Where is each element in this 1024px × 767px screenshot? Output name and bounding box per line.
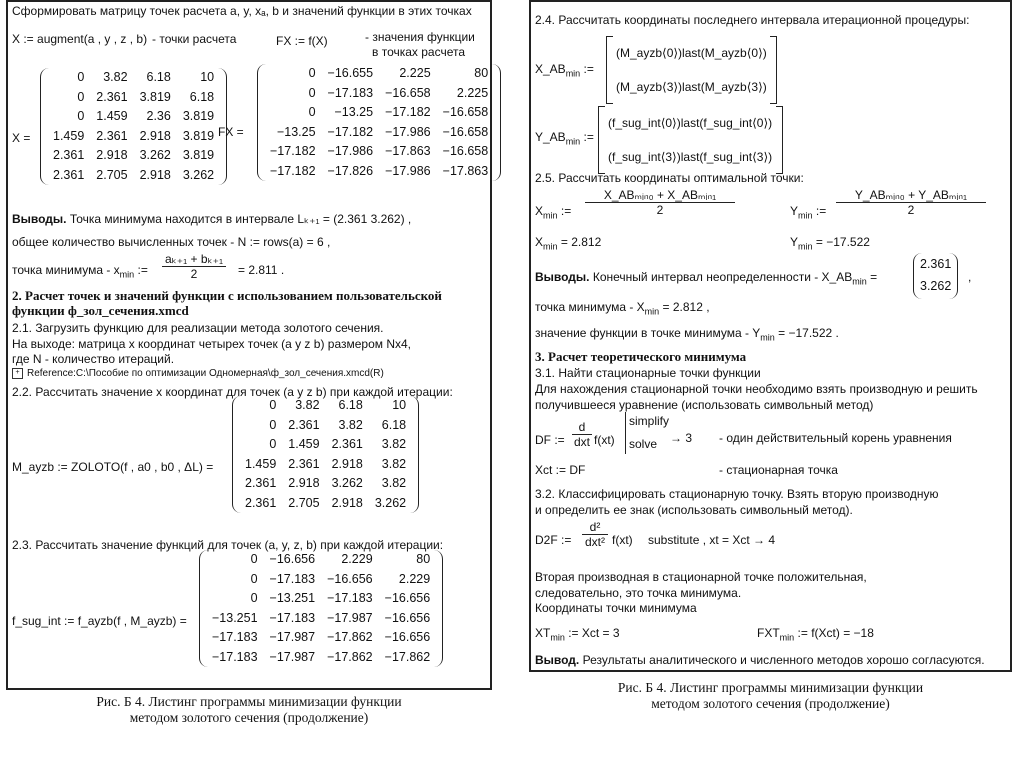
df-note: - один действительный корень уравнения <box>719 431 952 445</box>
final-conclusion-text: Результаты аналитического и численного методов хорошо согласуются. <box>582 653 985 667</box>
fxtmin-line <box>757 626 874 644</box>
d2f-rest: substitute , xt = Xct → 4 <box>648 533 776 547</box>
xab-label <box>535 62 594 80</box>
m-ayzb-matrix-cell: 3.82 <box>295 398 320 412</box>
f-sug-int-matrix-cell: 80 <box>416 552 431 566</box>
d2f-dxt: dxt² <box>584 535 605 549</box>
right-conclusion-1-text: Конечный интервал неопределенности - X_AB <box>592 270 853 284</box>
fx-matrix-cell: −17.182 <box>270 144 316 158</box>
right-ymin-value: = −17.522 . <box>778 326 839 340</box>
m-ayzb-matrix-cell: 1.459 <box>245 456 277 471</box>
yab-name: Y_AB <box>535 130 566 144</box>
xmin-result-sub: min <box>543 241 558 252</box>
fx-matrix-row <box>264 84 494 104</box>
ymin-result-name: Y <box>790 235 799 249</box>
f-sug-int-matrix-row <box>206 648 436 668</box>
xtmin-value: := Xct = 3 <box>568 626 620 640</box>
fx-matrix-cell: −16.658 <box>442 124 489 139</box>
section-3-1-text-1: Для нахождения стационарной точки необходимо взять производную и решить <box>535 382 978 396</box>
f-sug-int-matrix-table <box>206 550 436 667</box>
m-ayzb-matrix-cell: 3.82 <box>381 456 407 471</box>
expand-icon[interactable]: + <box>12 368 23 379</box>
yab-row-1: (f_sug_int⟨0⟩)last(f_sug_int⟨0⟩) <box>608 116 773 130</box>
x-matrix-cell: 2.361 <box>96 89 128 104</box>
x-matrix-cell: 2.361 <box>53 148 85 162</box>
xmin-formula-num: X_ABₘᵢₙ₀ + X_ABₘᵢₙ₁ <box>585 188 735 203</box>
m-ayzb-matrix-cell: 2.705 <box>288 495 320 510</box>
m-ayzb-matrix-cell: 3.262 <box>331 476 363 490</box>
f-sug-int-matrix-cell: −17.987 <box>327 610 373 625</box>
xab-name: X_AB <box>535 62 566 76</box>
f-sug-int-matrix-cell: −16.656 <box>269 552 316 566</box>
x-matrix-cell: 2.918 <box>139 167 171 182</box>
ymin-formula-num: Y_ABₘᵢₙ₀ + Y_ABₘᵢₙ₁ <box>836 188 986 203</box>
final-conclusion <box>535 653 985 667</box>
x-matrix-row <box>47 68 220 88</box>
f-sug-int-matrix-cell: −17.862 <box>327 630 373 644</box>
x-matrix-row <box>47 146 220 166</box>
fx-matrix-cell: −17.986 <box>385 124 431 139</box>
x-matrix-cell: 6.18 <box>189 89 215 104</box>
d2f-d: d² <box>582 520 608 535</box>
section-3-1-text-2: получившееся уравнение (использовать символьный метод) <box>535 398 874 412</box>
fx-matrix-cell: −17.182 <box>270 163 316 178</box>
m-ayzb-matrix-row <box>239 396 412 416</box>
fx-matrix-row <box>264 162 494 182</box>
f-sug-int-matrix-cell: −17.862 <box>384 649 431 664</box>
final-interval-comma: , <box>968 270 972 284</box>
xab-row-1: (M_ayzb⟨0⟩)last(M_ayzb⟨0⟩) <box>616 46 767 60</box>
left-caption-line-1: Рис. Б 4. Листинг программы минимизации функции <box>96 694 402 709</box>
df-derivative <box>572 420 592 449</box>
final-interval-vector <box>913 253 958 299</box>
section-2-3: 2.3. Рассчитать значение функций для точек (a, y, z, b) при каждой итерации: <box>12 538 444 552</box>
df-solve: solve <box>629 437 658 451</box>
f-sug-int-matrix-cell: −17.183 <box>327 591 373 605</box>
section-2-2: 2.2. Рассчитать значение x координат для точек (a y z b) при каждой итерации: <box>12 385 453 399</box>
xab-left-bracket <box>606 36 613 104</box>
conclusion-3 <box>12 263 148 281</box>
df-simplify: simplify <box>629 414 670 428</box>
d2f-derivative <box>582 520 608 549</box>
f-sug-int-matrix-row <box>206 550 436 570</box>
conclusion-1-label: Выводы. <box>12 212 67 226</box>
fx-matrix-cell: −16.658 <box>442 105 489 119</box>
xmin-formula-assign: := <box>560 204 572 218</box>
xct-definition: Xct := DF <box>535 463 586 477</box>
x-matrix-cell: 3.819 <box>182 128 215 143</box>
fx-matrix-cell: −17.863 <box>442 163 489 178</box>
x-matrix-cell: 3.819 <box>139 89 171 104</box>
right-conclusion-1-eq: = <box>870 270 878 284</box>
section-3-1: 3.1. Найти стационарные точки функции <box>535 366 761 380</box>
fx-matrix-row <box>264 142 494 162</box>
xmin-value: = 2.811 . <box>238 263 285 277</box>
df-label: DF := <box>535 433 565 447</box>
left-heading-line: Сформировать матрицу точек расчета a, y, xₐ, b и значений функции в этих точках <box>12 4 472 18</box>
m-ayzb-matrix-row <box>239 416 412 436</box>
f-sug-int-matrix-cell: −17.183 <box>269 571 316 586</box>
fx-matrix-table <box>264 64 494 181</box>
fx-matrix-cell: 2.225 <box>456 85 489 100</box>
fx-note-1: - значения функции <box>365 30 475 44</box>
m-ayzb-matrix-cell: 3.82 <box>381 437 407 451</box>
m-ayzb-matrix-cell: 3.262 <box>374 495 407 510</box>
right-conclusion-3 <box>535 326 839 344</box>
fx-matrix <box>257 64 501 181</box>
fx-matrix-cell: −17.183 <box>327 85 374 100</box>
d2f-function: f(xt) <box>612 533 633 547</box>
f-sug-int-matrix-cell: 0 <box>250 552 258 566</box>
xmin-result-name: X <box>535 235 544 249</box>
right-caption-line-2: методом золотого сечения (продолжение) <box>651 696 890 711</box>
fx-matrix-cell: −16.658 <box>442 144 489 158</box>
x-matrix-cell: 2.918 <box>139 128 171 143</box>
m-ayzb-matrix-cell: 0 <box>269 437 277 451</box>
right-caption-line-1: Рис. Б 4. Листинг программы минимизации функции <box>617 680 924 695</box>
f-sug-int-matrix-cell: 0 <box>250 591 258 605</box>
conclusion-1-text: Точка минимума находится в интервале Lₖ₊₁ = (2.361 3.262) , <box>69 212 412 226</box>
m-ayzb-matrix-cell: 2.361 <box>245 476 277 490</box>
xmin-numerator: aₖ₊₁ + bₖ₊₁ <box>162 252 226 267</box>
fx-matrix-cell: −17.826 <box>327 163 374 178</box>
df-keyword-bar <box>625 412 626 454</box>
ymin-result-sub: min <box>798 241 813 252</box>
yab-sub: min <box>565 136 581 147</box>
x-matrix-row <box>47 88 220 108</box>
xmin-formula-fraction <box>585 188 735 217</box>
f-sug-int-matrix-row <box>206 589 436 609</box>
right-conclusion-1-sub: min <box>852 276 867 287</box>
d2f-label: D2F := <box>535 533 572 547</box>
f-sug-int-matrix-cell: −17.987 <box>269 649 316 664</box>
m-ayzb-matrix-cell: 1.459 <box>288 437 320 451</box>
x-matrix-cell: 2.705 <box>96 167 128 182</box>
x-matrix-row <box>47 166 220 186</box>
yab-row-2: (f_sug_int⟨3⟩)last(f_sug_int⟨3⟩) <box>608 150 773 164</box>
m-ayzb-matrix-cell: 3.82 <box>338 417 363 432</box>
fx-matrix-cell: −17.986 <box>385 163 431 178</box>
xmin-result <box>535 235 601 253</box>
m-ayzb-matrix-row <box>239 474 412 494</box>
m-ayzb-matrix-row <box>239 455 412 475</box>
x-matrix-cell: 3.819 <box>182 109 215 123</box>
x-matrix-cell: 3.819 <box>182 148 215 162</box>
xab-right-bracket <box>770 36 777 104</box>
section-2-5: 2.5. Рассчитать координаты оптимальной точки: <box>535 171 804 185</box>
x-matrix-cell: 0 <box>77 70 85 84</box>
fx-matrix-row <box>264 123 494 143</box>
left-caption <box>6 694 492 726</box>
f-sug-int-matrix-cell: −16.656 <box>384 630 431 644</box>
ymin-formula-den: 2 <box>907 203 915 217</box>
f-sug-int-matrix-cell: −13.251 <box>212 610 258 625</box>
augment-expression: X := augment(a , y , z , b) <box>12 32 148 46</box>
xab-sub: min <box>565 68 581 79</box>
x-matrix-cell: 3.82 <box>103 70 128 84</box>
yab-label <box>535 130 594 148</box>
f-sug-int-matrix-cell: −13.251 <box>269 591 316 605</box>
fx-matrix-cell: 80 <box>474 66 489 80</box>
fx-matrix-cell: −16.655 <box>327 66 374 80</box>
m-ayzb-matrix-cell: 6.18 <box>381 417 407 432</box>
m-ayzb-matrix-cell: 0 <box>269 398 277 412</box>
fx-matrix-cell: −17.986 <box>327 144 374 158</box>
right-xmin-text: точка минимума - X <box>535 300 645 314</box>
fx-expression: FX := f(X) <box>276 34 328 48</box>
f-sug-int-matrix-cell: −17.987 <box>269 630 316 644</box>
xmin-text: точка минимума - x <box>12 263 120 277</box>
df-function: f(xt) <box>594 433 615 447</box>
section-2-1-line-2: На выходе: матрица x координат четырех точек (a y z b) размером Nx4, <box>12 337 412 351</box>
f-sug-int-matrix-cell: −16.656 <box>327 571 373 586</box>
f-sug-int-matrix-cell: 0 <box>250 571 258 586</box>
fx-matrix-cell: 0 <box>308 85 316 100</box>
m-ayzb-matrix-cell: 2.918 <box>331 456 363 471</box>
xab-assign: := <box>583 62 594 76</box>
section-3-2-line-1: 3.2. Классифицировать стационарную точку. Взять вторую производную <box>535 487 939 501</box>
section-3-2-line-2: и определить ее знак (использовать символьный метод). <box>535 503 853 517</box>
x-matrix-table <box>47 68 220 185</box>
ymin-name: Y <box>790 204 799 218</box>
xtmin-line <box>535 626 620 644</box>
m-ayzb-matrix <box>232 396 419 513</box>
m-ayzb-matrix-cell: 6.18 <box>338 398 363 412</box>
xmin-name: X <box>535 204 544 218</box>
m-ayzb-matrix-cell: 3.82 <box>381 476 407 490</box>
final-conclusion-label: Вывод. <box>535 653 580 667</box>
section-2-1-line-1: 2.1. Загрузить функцию для реализации метода золотого сечения. <box>12 321 384 335</box>
final-interval-b: 3.262 <box>920 279 952 293</box>
left-caption-line-2: методом золотого сечения (продолжение) <box>129 710 369 725</box>
fxtmin-sub: min <box>779 632 795 643</box>
x-matrix-row <box>47 107 220 127</box>
xtmin-name: XT <box>535 626 551 640</box>
x-matrix-cell: 2.361 <box>96 128 128 143</box>
fx-matrix-cell: −13.25 <box>334 105 374 119</box>
m-ayzb-matrix-cell: 2.918 <box>331 495 363 510</box>
x-matrix-row <box>47 127 220 147</box>
xab-row-2: (M_ayzb⟨3⟩)last(M_ayzb⟨3⟩) <box>616 80 767 94</box>
xmin-formula-label <box>535 204 571 222</box>
df-result: → 3 <box>670 431 693 445</box>
right-xmin-sub: min <box>644 306 660 317</box>
x-matrix-cell: 1.459 <box>53 128 85 143</box>
ymin-formula-sub: min <box>798 210 813 221</box>
ymin-result <box>790 235 870 253</box>
f-sug-int-matrix-cell: −17.862 <box>327 649 373 664</box>
f-sug-int-matrix <box>199 550 443 667</box>
section-2-1-line-3: где N - количество итераций. <box>12 352 175 366</box>
ymin-formula-label <box>790 204 826 222</box>
f-sug-int-matrix-cell: −17.183 <box>212 630 258 644</box>
xmin-denominator: 2 <box>190 267 198 281</box>
augment-note: - точки расчета <box>152 32 237 46</box>
x-matrix-cell: 3.262 <box>139 148 171 162</box>
m-ayzb-matrix-row <box>239 494 412 514</box>
right-conclusion-1-label: Выводы. <box>535 270 590 284</box>
x-matrix-cell: 0 <box>77 89 85 104</box>
f-sug-int-matrix-cell: −17.183 <box>212 649 258 664</box>
fx-matrix-cell: −16.658 <box>385 85 431 100</box>
section-2-title-2: функции ф_зол_сечения.xmcd <box>12 303 189 318</box>
m-ayzb-matrix-cell: 2.918 <box>288 476 320 490</box>
fxtmin-value: := f(Xct) = −18 <box>797 626 874 640</box>
fx-matrix-cell: 0 <box>308 105 316 119</box>
x-matrix-cell: 10 <box>200 70 215 84</box>
fx-matrix-cell: 2.225 <box>399 66 431 80</box>
fx-matrix-cell: −13.25 <box>276 124 316 139</box>
m-ayzb-matrix-cell: 0 <box>269 417 277 432</box>
xmin-formula-sub: min <box>543 210 558 221</box>
f-sug-int-matrix-row <box>206 609 436 629</box>
fxtmin-name: FXT <box>757 626 780 640</box>
f-sug-int-matrix-cell: 2.229 <box>398 571 431 586</box>
yab-right-bracket <box>776 106 783 174</box>
m-ayzb-matrix-cell: 2.361 <box>288 456 320 471</box>
f-sug-int-matrix-cell: 2.229 <box>341 552 373 566</box>
m-ayzb-matrix-cell: 2.361 <box>288 417 320 432</box>
right-ymin-sub: min <box>760 332 775 343</box>
x-matrix-cell: 2.918 <box>96 148 128 162</box>
m-ayzb-matrix-cell: 2.361 <box>245 495 277 510</box>
ymin-formula-assign: := <box>815 204 827 218</box>
right-xmin-value: = 2.812 , <box>662 300 710 314</box>
f-sug-int-matrix-row <box>206 570 436 590</box>
final-interval-a: 2.361 <box>920 257 952 271</box>
ymin-formula-fraction <box>836 188 986 217</box>
xmin-assign: := <box>137 263 148 277</box>
x-matrix-cell: 0 <box>77 109 85 123</box>
fx-matrix-cell: −17.182 <box>385 105 431 119</box>
yab-assign: := <box>583 130 594 144</box>
reference-line[interactable] <box>12 367 384 381</box>
fx-matrix-row <box>264 64 494 84</box>
x-matrix-cell: 6.18 <box>146 70 171 84</box>
m-ayzb-matrix-cell: 10 <box>392 398 407 412</box>
xmin-result-value: = 2.812 <box>560 235 602 249</box>
xtmin-sub: min <box>550 632 565 643</box>
df-d: d <box>572 420 592 435</box>
df-dxt: dxt <box>573 435 590 449</box>
x-matrix-cell: 2.361 <box>53 167 85 182</box>
x-matrix-cell: 2.36 <box>146 109 171 123</box>
conclusion-text-2: следовательно, это точка минимума. <box>535 586 742 600</box>
x-matrix-cell: 3.262 <box>182 167 215 182</box>
f-sug-int-matrix-cell: −16.656 <box>384 591 431 605</box>
f-sug-int-matrix-cell: −17.183 <box>269 610 316 625</box>
section-3-title: 3. Расчет теоретического минимума <box>535 349 747 364</box>
conclusion-2: общее количество вычисленных точек - N := rows(a) = 6 , <box>12 235 331 249</box>
x-matrix-cell: 1.459 <box>96 109 128 123</box>
right-ymin-text: значение функции в точке минимума - Y <box>535 326 761 340</box>
m-ayzb-label: M_ayzb := ZOLOTO(f , a0 , b0 , ΔL) = <box>12 460 214 474</box>
fx-matrix-cell: −17.182 <box>327 124 374 139</box>
m-ayzb-matrix-row <box>239 435 412 455</box>
fx-matrix-label: FX = <box>218 125 244 139</box>
xmin-fraction <box>162 252 226 281</box>
x-matrix-label: X = <box>12 131 31 145</box>
section-2-4: 2.4. Рассчитать координаты последнего интервала итерационной процедуры: <box>535 13 970 27</box>
fx-matrix-cell: −17.863 <box>385 144 431 158</box>
right-conclusion-2 <box>535 300 710 318</box>
m-ayzb-matrix-cell: 2.361 <box>331 437 363 451</box>
conclusion-1 <box>12 212 411 226</box>
section-2-title-1: 2. Расчет точек и значений функции с использованием пользовательской <box>12 288 442 303</box>
yab-left-bracket <box>598 106 605 174</box>
xmin-sub: min <box>119 269 135 280</box>
f-sug-int-matrix-cell: −16.656 <box>384 610 431 625</box>
f-sug-int-label: f_sug_int := f_ayzb(f , M_ayzb) = <box>12 614 187 628</box>
right-conclusion-1 <box>535 270 877 288</box>
fx-matrix-cell: 0 <box>308 66 316 80</box>
right-caption <box>529 680 1012 712</box>
xct-note: - стационарная точка <box>719 463 838 477</box>
conclusion-text-1: Вторая производная в стационарной точке положительная, <box>535 570 867 584</box>
ymin-result-value: = −17.522 <box>815 235 870 249</box>
m-ayzb-matrix-table <box>239 396 412 513</box>
fx-matrix-row <box>264 103 494 123</box>
f-sug-int-matrix-row <box>206 628 436 648</box>
xmin-formula-den: 2 <box>656 203 664 217</box>
fx-note-2: в точках расчета <box>372 45 466 59</box>
x-matrix <box>40 68 227 185</box>
conclusion-text-3: Координаты точки минимума <box>535 601 697 615</box>
reference-text: Reference:C:\Пособие по оптимизации Одномерная\ф_зол_сечения.xmcd(R) <box>27 368 384 379</box>
